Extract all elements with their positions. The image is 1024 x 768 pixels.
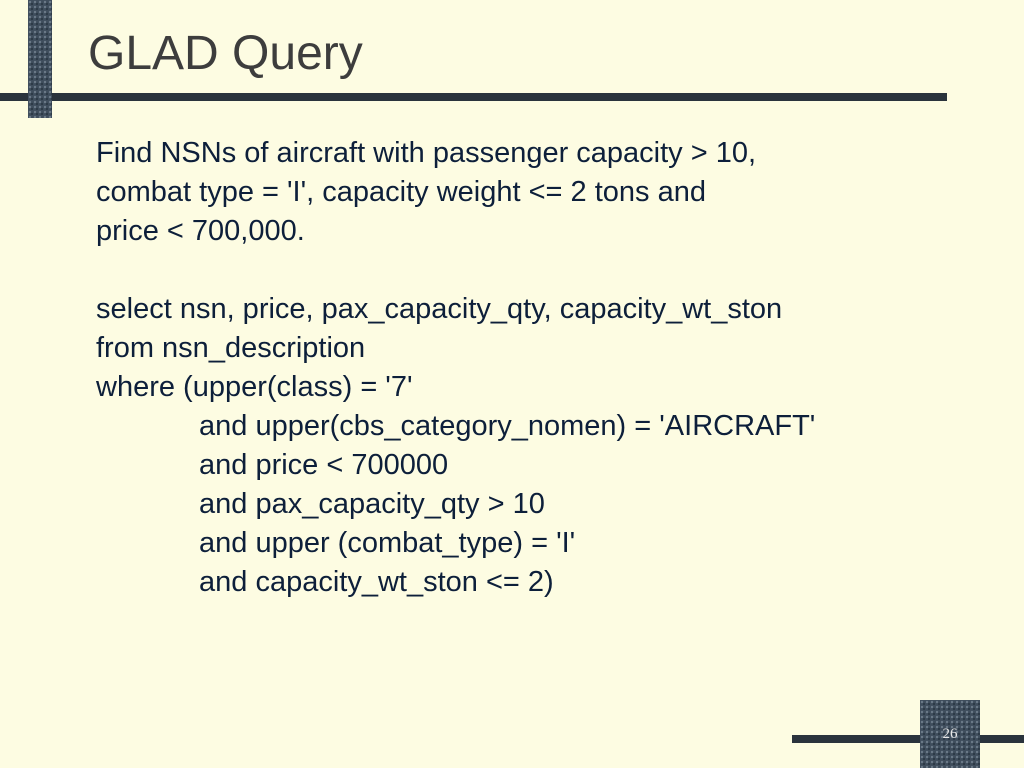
query-line: where (upper(class) = '7'	[96, 371, 413, 403]
top-left-pattern-block	[28, 0, 52, 118]
description-line: combat type = 'I', capacity weight <= 2 tons and	[96, 176, 706, 208]
query-line: select nsn, price, pax_capacity_qty, capacity_wt_ston	[96, 293, 783, 325]
top-divider-line	[0, 93, 947, 101]
query-line: from nsn_description	[96, 332, 366, 364]
query-condition: and upper(cbs_category_nomen) = 'AIRCRAFT'	[199, 410, 816, 442]
description-line: Find NSNs of aircraft with passenger capacity > 10,	[96, 137, 757, 169]
slide-body	[96, 134, 1006, 602]
query-condition: and upper (combat_type) = 'I'	[199, 527, 576, 559]
bottom-divider-line	[792, 735, 1024, 743]
query-condition: and pax_capacity_qty > 10	[199, 488, 545, 520]
paragraph-gap	[96, 251, 1006, 290]
page-number: 26	[942, 726, 958, 742]
description-line: price < 700,000.	[96, 215, 305, 247]
query-condition: and price < 700000	[199, 449, 449, 481]
query-condition: and capacity_wt_ston <= 2)	[199, 566, 554, 598]
slide-title: GLAD Query	[88, 27, 363, 80]
